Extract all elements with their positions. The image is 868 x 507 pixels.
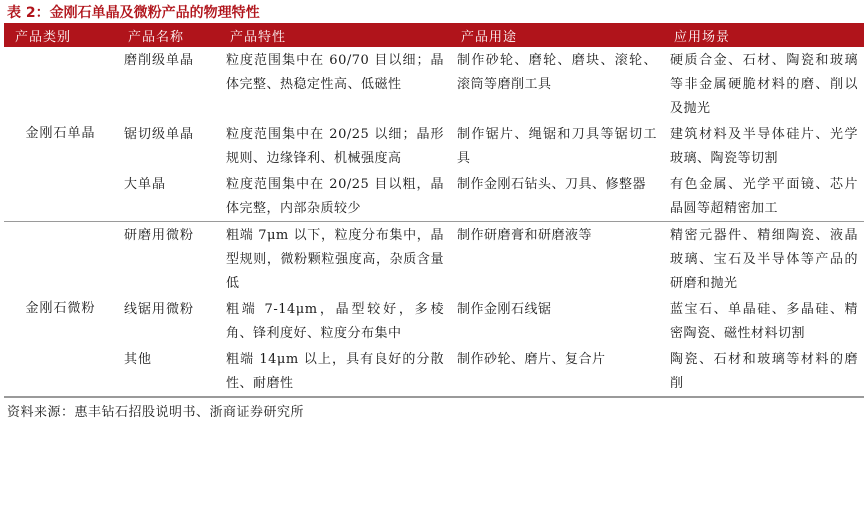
table-row <box>4 171 864 222</box>
header-usage: 产品用途 <box>450 23 663 47</box>
table-header-row <box>4 23 864 47</box>
table-row <box>4 296 864 346</box>
table-row <box>4 47 864 121</box>
product-name-cell: 线锯用微粉 <box>124 302 195 317</box>
product-usage-cell: 制作砂轮、磨轮、磨块、滚轮、滚筒等磨削工具 <box>457 53 657 92</box>
header-name: 产品名称 <box>117 23 219 47</box>
category-cell: 金刚石单晶 <box>4 47 117 222</box>
source-note: 资料来源：惠丰钻石招股说明书、浙商证券研究所 <box>7 405 305 420</box>
product-usage-cell: 制作研磨膏和研磨液等 <box>457 228 593 243</box>
product-feature-cell: 粒度范围集中在 60/70 目以细；晶体完整、热稳定性高、低磁性 <box>226 53 444 92</box>
product-scene-cell: 蓝宝石、单晶硅、多晶硅、精密陶瓷、磁性材料切割 <box>670 302 858 341</box>
product-name-cell: 磨削级单晶 <box>124 53 195 68</box>
product-scene-cell: 有色金属、光学平面镜、芯片晶圆等超精密加工 <box>663 171 864 222</box>
product-name-cell: 其他 <box>117 346 219 397</box>
physical-properties-table <box>4 23 864 398</box>
product-name-cell: 锯切级单晶 <box>124 127 195 142</box>
product-scene-cell: 硬质合金、石材、陶瓷和玻璃等非金属硬脆材料的磨、削以及抛光 <box>670 53 858 116</box>
header-category: 产品类别 <box>4 23 117 47</box>
product-usage-cell: 制作砂轮、磨片、复合片 <box>450 346 663 397</box>
product-feature-cell: 粗端 7-14μm，晶型较好，多棱角、锋利度好、粒度分布集中 <box>226 302 444 341</box>
product-usage-cell: 制作金刚石钻头、刀具、修整器 <box>450 171 663 222</box>
product-scene-cell: 建筑材料及半导体硅片、光学玻璃、陶瓷等切割 <box>670 127 858 166</box>
header-feature: 产品特性 <box>219 23 450 47</box>
product-usage-cell: 制作锯片、绳锯和刀具等锯切工具 <box>457 127 657 166</box>
product-feature-cell: 粒度范围集中在 20/25 目以粗，晶体完整，内部杂质较少 <box>219 171 450 222</box>
category-cell: 金刚石微粉 <box>4 222 117 398</box>
product-name-cell: 研磨用微粉 <box>124 228 195 243</box>
header-scene: 应用场景 <box>663 23 864 47</box>
product-feature-cell: 粗端 7μm 以下，粒度分布集中，晶型规则，微粉颗粒强度高，杂质含量低 <box>226 228 444 291</box>
product-feature-cell: 粒度范围集中在 20/25 以细；晶形规则、边缘锋利、机械强度高 <box>226 127 444 166</box>
product-name-cell: 大单晶 <box>117 171 219 222</box>
product-feature-cell: 粗端 14μm 以上，具有良好的分散性、耐磨性 <box>219 346 450 397</box>
table-caption: 表 2：金刚石单晶及微粉产品的物理特性 <box>7 5 260 21</box>
table-row <box>4 222 864 297</box>
product-scene-cell: 陶瓷、石材和玻璃等材料的磨削 <box>663 346 864 397</box>
product-usage-cell: 制作金刚石线锯 <box>457 302 552 317</box>
product-scene-cell: 精密元器件、精细陶瓷、液晶玻璃、宝石及半导体等产品的研磨和抛光 <box>670 228 858 291</box>
table-row <box>4 121 864 171</box>
table-row <box>4 346 864 397</box>
